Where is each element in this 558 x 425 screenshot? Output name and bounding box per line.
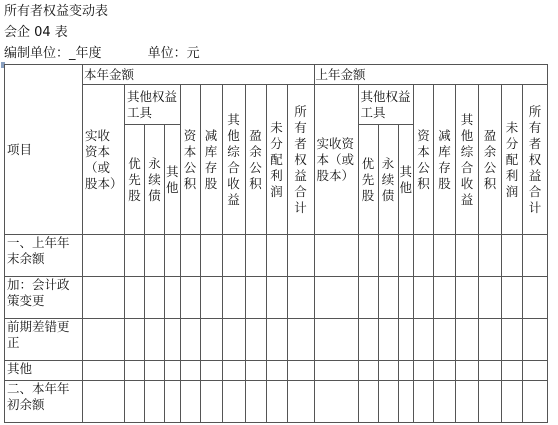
value-cell[interactable] [479, 319, 502, 361]
value-cell[interactable] [165, 319, 181, 361]
value-cell[interactable] [287, 381, 314, 423]
value-cell[interactable] [245, 277, 266, 319]
value-cell[interactable] [165, 235, 181, 277]
value-cell[interactable] [145, 277, 165, 319]
value-cell[interactable] [200, 319, 222, 361]
value-cell[interactable] [287, 361, 314, 381]
value-cell[interactable] [145, 319, 165, 361]
current-col-other-comprehensive-income: 其他综合收益 [222, 85, 245, 235]
value-cell[interactable] [287, 235, 314, 277]
prior-col-surplus-reserve: 盈余公积 [479, 85, 502, 235]
value-cell[interactable] [358, 235, 378, 277]
value-cell[interactable] [358, 277, 378, 319]
value-cell[interactable] [200, 277, 222, 319]
value-cell[interactable] [222, 235, 245, 277]
value-cell[interactable] [502, 235, 523, 277]
value-cell[interactable] [165, 381, 181, 423]
row-label: 一、上年年末余额 [5, 235, 83, 277]
statement-title: 所有者权益变动表 [4, 4, 109, 19]
value-cell[interactable] [414, 381, 434, 423]
value-cell[interactable] [414, 235, 434, 277]
value-cell[interactable] [266, 381, 287, 423]
value-cell[interactable] [314, 361, 358, 381]
value-cell[interactable] [479, 277, 502, 319]
table-row [5, 235, 548, 277]
value-cell[interactable] [222, 381, 245, 423]
value-cell[interactable] [456, 277, 479, 319]
value-cell[interactable] [125, 381, 145, 423]
equity-statement-table [4, 64, 548, 423]
value-cell[interactable] [398, 319, 414, 361]
value-cell[interactable] [314, 235, 358, 277]
value-cell[interactable] [266, 319, 287, 361]
value-cell[interactable] [180, 319, 200, 361]
value-cell[interactable] [145, 361, 165, 381]
prior-col-undistributed-profit: 未分配利润 [502, 85, 523, 235]
value-cell[interactable] [502, 277, 523, 319]
current-col-paid-in-capital: 实收资本（或股本） [83, 85, 125, 235]
prior-col-total-equity: 所有者权益合计 [523, 85, 548, 235]
value-cell[interactable] [434, 277, 456, 319]
value-cell[interactable] [83, 235, 125, 277]
row-label: 二、本年年初余额 [5, 381, 83, 423]
value-cell[interactable] [414, 361, 434, 381]
value-cell[interactable] [200, 361, 222, 381]
prior-col-other-instrument: 其他 [398, 125, 414, 235]
currency-unit-label: 单位：元 [147, 46, 200, 61]
table-row [5, 319, 548, 361]
current-col-other-equity-instruments: 其他权益工具 [125, 85, 181, 125]
value-cell[interactable] [287, 319, 314, 361]
value-cell[interactable] [434, 381, 456, 423]
value-cell[interactable] [83, 361, 125, 381]
prior-col-perpetual-bond: 永续债 [378, 125, 398, 235]
value-cell[interactable] [245, 361, 266, 381]
value-cell[interactable] [314, 277, 358, 319]
value-cell[interactable] [125, 361, 145, 381]
value-cell[interactable] [456, 381, 479, 423]
current-col-preferred-stock: 优先股 [125, 125, 145, 235]
prior-col-preferred-stock: 优先股 [358, 125, 378, 235]
value-cell[interactable] [266, 235, 287, 277]
current-col-total-equity: 所有者权益合计 [287, 85, 314, 235]
value-cell[interactable] [378, 277, 398, 319]
current-col-undistributed-profit: 未分配利润 [266, 85, 287, 235]
form-number: 会企 04 表 [4, 25, 68, 40]
value-cell[interactable] [125, 235, 145, 277]
row-label: 其他 [5, 361, 83, 381]
value-cell[interactable] [266, 277, 287, 319]
value-cell[interactable] [523, 381, 548, 423]
value-cell[interactable] [378, 235, 398, 277]
prior-year-header: 上年金额 [314, 65, 548, 85]
current-col-capital-reserve: 资本公积 [180, 85, 200, 235]
value-cell[interactable] [378, 319, 398, 361]
value-cell[interactable] [414, 277, 434, 319]
value-cell[interactable] [398, 381, 414, 423]
current-col-treasury-stock: 减库存股 [200, 85, 222, 235]
table-row [5, 361, 548, 381]
value-cell[interactable] [83, 319, 125, 361]
value-cell[interactable] [479, 235, 502, 277]
value-cell[interactable] [314, 319, 358, 361]
value-cell[interactable] [245, 381, 266, 423]
value-cell[interactable] [125, 319, 145, 361]
value-cell[interactable] [83, 381, 125, 423]
prior-col-other-comprehensive-income: 其他综合收益 [456, 85, 479, 235]
prior-col-capital-reserve: 资本公积 [414, 85, 434, 235]
value-cell[interactable] [502, 319, 523, 361]
value-cell[interactable] [266, 361, 287, 381]
value-cell[interactable] [456, 319, 479, 361]
value-cell[interactable] [523, 235, 548, 277]
value-cell[interactable] [502, 381, 523, 423]
current-year-header: 本年金额 [83, 65, 315, 85]
value-cell[interactable] [523, 361, 548, 381]
value-cell[interactable] [456, 235, 479, 277]
current-col-other-instrument: 其他 [165, 125, 181, 235]
header-info-line [4, 46, 200, 62]
row-label: 前期差错更正 [5, 319, 83, 361]
value-cell[interactable] [200, 235, 222, 277]
value-cell[interactable] [222, 319, 245, 361]
value-cell[interactable] [479, 361, 502, 381]
value-cell[interactable] [378, 361, 398, 381]
value-cell[interactable] [358, 381, 378, 423]
value-cell[interactable] [245, 319, 266, 361]
value-cell[interactable] [180, 277, 200, 319]
value-cell[interactable] [314, 381, 358, 423]
current-col-perpetual-bond: 永续债 [145, 125, 165, 235]
value-cell[interactable] [398, 235, 414, 277]
value-cell[interactable] [502, 361, 523, 381]
value-cell[interactable] [165, 277, 181, 319]
value-cell[interactable] [523, 319, 548, 361]
row-label: 加：会计政策变更 [5, 277, 83, 319]
value-cell[interactable] [180, 361, 200, 381]
value-cell[interactable] [378, 381, 398, 423]
value-cell[interactable] [479, 381, 502, 423]
value-cell[interactable] [434, 319, 456, 361]
value-cell[interactable] [245, 235, 266, 277]
table-row [5, 277, 548, 319]
value-cell[interactable] [200, 381, 222, 423]
value-cell[interactable] [434, 235, 456, 277]
value-cell[interactable] [287, 277, 314, 319]
prior-col-treasury-stock: 减库存股 [434, 85, 456, 235]
value-cell[interactable] [222, 361, 245, 381]
value-cell[interactable] [398, 361, 414, 381]
value-cell[interactable] [434, 361, 456, 381]
value-cell[interactable] [358, 319, 378, 361]
table-row [5, 381, 548, 423]
prior-col-paid-in-capital: 实收资本（或股本） [314, 85, 358, 235]
value-cell[interactable] [523, 277, 548, 319]
value-cell[interactable] [180, 235, 200, 277]
current-col-surplus-reserve: 盈余公积 [245, 85, 266, 235]
value-cell[interactable] [414, 319, 434, 361]
value-cell[interactable] [125, 277, 145, 319]
item-header: 项目 [5, 65, 83, 235]
value-cell[interactable] [358, 361, 378, 381]
prior-col-other-equity-instruments: 其他权益工具 [358, 85, 414, 125]
value-cell[interactable] [222, 277, 245, 319]
value-cell[interactable] [145, 235, 165, 277]
value-cell[interactable] [83, 277, 125, 319]
value-cell[interactable] [398, 277, 414, 319]
preparer-label: 编制单位：_年度 [4, 46, 102, 61]
value-cell[interactable] [145, 381, 165, 423]
value-cell[interactable] [165, 361, 181, 381]
value-cell[interactable] [180, 381, 200, 423]
value-cell[interactable] [456, 361, 479, 381]
